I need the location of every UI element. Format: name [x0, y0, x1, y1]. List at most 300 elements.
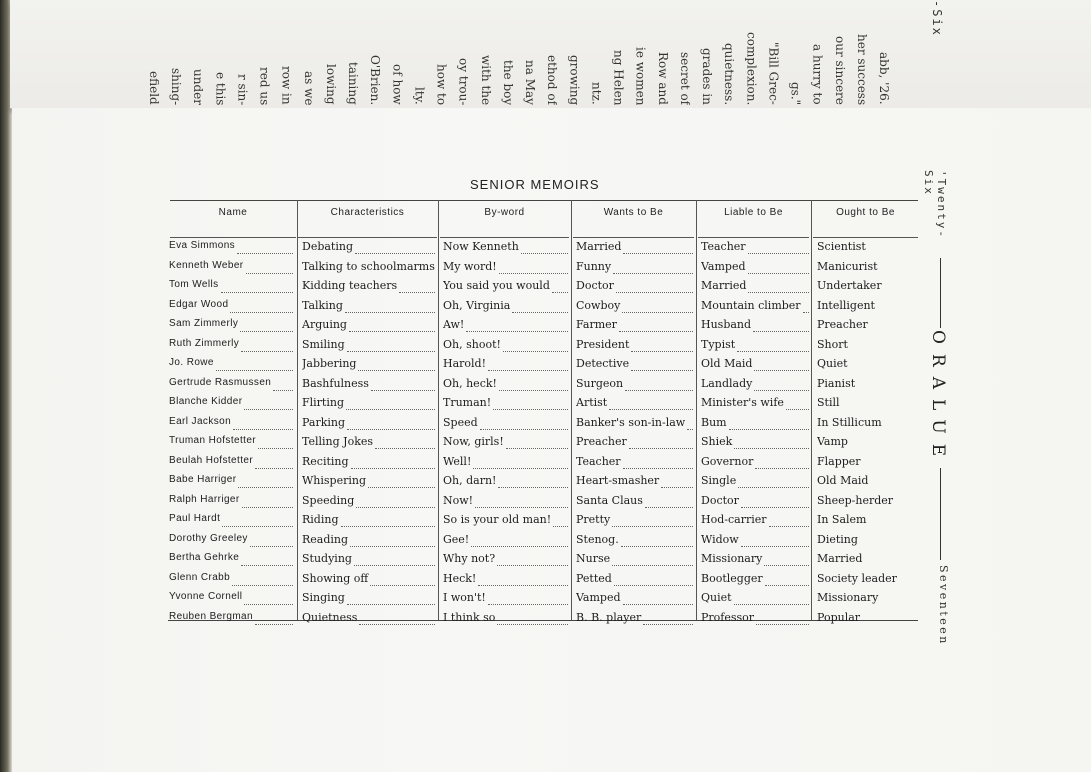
table-cell-liable — [701, 552, 809, 572]
table-cell-wants — [576, 240, 693, 260]
cell-text: Intelligent — [817, 298, 875, 312]
table-cell-name — [169, 260, 293, 280]
table-cell-byword — [443, 533, 568, 553]
dot-leader — [237, 247, 293, 254]
dot-leader — [786, 403, 809, 410]
cell-text: Pianist — [817, 376, 856, 390]
dot-leader — [769, 520, 810, 527]
table-cell-characteristics — [302, 279, 435, 299]
dot-leader — [399, 286, 435, 293]
table-cell-byword — [443, 240, 568, 260]
previous-page-line: e this — [213, 71, 228, 105]
cell-text: Now, girls! — [443, 435, 504, 448]
cell-text: Smiling — [302, 337, 345, 351]
dot-leader — [499, 267, 568, 274]
dot-leader — [612, 559, 693, 566]
table-cell-liable — [701, 591, 809, 611]
table-cell-name — [169, 611, 293, 631]
dot-leader — [503, 345, 568, 352]
dot-leader — [246, 267, 293, 274]
table-cell-characteristics — [302, 591, 435, 611]
dot-leader — [643, 618, 693, 625]
header-ought: Ought to Be — [813, 205, 918, 238]
previous-page-line: abb, '26. — [877, 52, 891, 105]
dot-leader — [734, 598, 809, 605]
table-cell-wants — [576, 357, 693, 377]
dot-leader — [244, 403, 293, 410]
cell-text: Preacher — [576, 435, 627, 448]
cell-text: Riding — [302, 513, 339, 526]
dot-leader — [498, 481, 568, 488]
cell-text: Nurse — [576, 552, 611, 565]
table-top-rule — [170, 200, 918, 201]
cell-text: Kidding teachers — [302, 279, 398, 292]
table-cell-ought — [817, 513, 917, 533]
dot-leader — [356, 501, 435, 508]
cell-text: Parking — [302, 415, 346, 429]
cell-text: Why not? — [443, 552, 496, 565]
table-cell-characteristics — [302, 572, 435, 592]
previous-page-line: ethod of — [545, 54, 560, 105]
cell-text: Doctor — [576, 279, 614, 292]
table-cell-wants — [576, 416, 693, 436]
dot-leader — [614, 579, 693, 586]
cell-text: So is your old man! — [443, 513, 552, 526]
table-cell-wants — [576, 494, 693, 514]
table-cell-liable — [701, 611, 809, 631]
cell-text: Old Maid — [701, 357, 753, 370]
cell-text: B. B. player — [576, 610, 642, 624]
previous-page-line: the boy — [500, 59, 515, 105]
cell-text: Quiet — [817, 357, 848, 370]
table-cell-byword — [443, 416, 568, 436]
cell-text: Truman Hofstetter — [169, 435, 257, 446]
table-cell-wants — [576, 572, 693, 592]
table-cell-byword — [443, 396, 568, 416]
table-cell-wants — [576, 299, 693, 319]
cell-text: I think so — [443, 610, 496, 624]
dot-leader — [755, 462, 809, 469]
table-cell-ought — [817, 572, 917, 592]
dot-leader — [233, 423, 293, 430]
dot-leader — [216, 364, 293, 371]
column-characteristics — [302, 240, 435, 630]
dot-leader — [354, 559, 435, 566]
previous-page-line: red us — [257, 66, 272, 105]
dot-leader — [351, 462, 435, 469]
dot-leader — [240, 325, 293, 332]
dot-leader — [250, 540, 293, 547]
cell-text: Jo. Rowe — [169, 357, 214, 368]
table-cell-ought — [817, 240, 917, 260]
cell-text: Typist — [701, 337, 736, 351]
table-cell-liable — [701, 396, 809, 416]
table-cell-byword — [443, 435, 568, 455]
cell-text: Speeding — [302, 493, 355, 507]
dot-leader — [273, 384, 293, 391]
column-name — [169, 240, 293, 630]
cell-text: Beulah Hofstetter — [169, 454, 254, 466]
cell-text: Oh, darn! — [443, 474, 497, 487]
previous-page-line: na May — [523, 60, 538, 105]
table-cell-wants — [576, 279, 693, 299]
column-liable — [701, 240, 809, 630]
table-cell-name — [169, 474, 293, 494]
header-byword: By-word — [440, 205, 569, 238]
cell-text: Manicurist — [817, 259, 878, 273]
dot-leader — [244, 598, 293, 605]
cell-text: Showing off — [302, 571, 369, 585]
column-ought — [817, 240, 917, 630]
previous-page-line: complexion. — [744, 31, 759, 105]
table-cell-liable — [701, 455, 809, 475]
column-divider — [571, 200, 572, 620]
cell-text: Flirting — [302, 396, 344, 409]
dot-leader — [230, 306, 293, 313]
cell-text: Minister's wife — [701, 396, 784, 409]
table-cell-characteristics — [302, 240, 435, 260]
dot-leader — [368, 481, 435, 488]
dot-leader — [347, 423, 435, 430]
cell-text: Heck! — [443, 571, 477, 585]
cell-text: Blanche Kidder — [169, 396, 243, 407]
dot-leader — [729, 423, 809, 430]
dot-leader — [349, 325, 435, 332]
table-cell-byword — [443, 279, 568, 299]
previous-page-strip — [10, 0, 1091, 109]
table-cell-byword — [443, 591, 568, 611]
cell-text: Vamped — [576, 591, 621, 604]
table-cell-byword — [443, 260, 568, 280]
table-cell-ought — [817, 435, 917, 455]
table-cell-ought — [817, 533, 917, 553]
table-cell-characteristics — [302, 318, 435, 338]
table-cell-ought — [817, 552, 917, 572]
table-cell-name — [169, 318, 293, 338]
cell-text: Quiet — [701, 591, 732, 604]
dot-leader — [473, 462, 568, 469]
cell-text: My word! — [443, 259, 497, 273]
table-cell-liable — [701, 240, 809, 260]
previous-page-header: -Six — [930, 0, 944, 37]
table-cell-byword — [443, 611, 568, 631]
header-characteristics: Characteristics — [298, 205, 437, 238]
cell-text: Ralph Harriger — [169, 493, 240, 505]
cell-text: Heart-smasher — [576, 474, 660, 487]
dot-leader — [475, 501, 568, 508]
table-cell-characteristics — [302, 611, 435, 631]
cell-text: Talking — [302, 298, 343, 312]
table-cell-characteristics — [302, 299, 435, 319]
cell-text: Gee! — [443, 532, 470, 546]
table-cell-characteristics — [302, 513, 435, 533]
cell-text: Governor — [701, 454, 754, 468]
previous-page-line: as we — [301, 70, 316, 105]
table-cell-name — [169, 299, 293, 319]
table-cell-ought — [817, 357, 917, 377]
previous-page-line: Row and — [655, 52, 670, 105]
dot-leader — [466, 325, 568, 332]
column-divider — [438, 200, 439, 620]
cell-text: Married — [701, 279, 747, 292]
cell-text: Reuben Bergman — [169, 610, 253, 622]
table-cell-liable — [701, 435, 809, 455]
table-cell-characteristics — [302, 357, 435, 377]
cell-text: Debating — [302, 240, 353, 253]
cell-text: Funny — [576, 259, 612, 273]
cell-text: Cowboy — [576, 298, 621, 312]
dot-leader — [623, 247, 693, 254]
sidebar-brand: ORALUE — [928, 330, 948, 467]
table-cell-liable — [701, 338, 809, 358]
cell-text: Truman! — [443, 396, 492, 409]
cell-text: Kenneth Weber — [169, 259, 244, 271]
table-cell-wants — [576, 591, 693, 611]
cell-text: Still — [817, 396, 840, 409]
cell-text: Arguing — [302, 318, 347, 331]
dot-leader — [521, 247, 568, 254]
dot-leader — [355, 247, 435, 254]
table-cell-wants — [576, 318, 693, 338]
table-cell-characteristics — [302, 474, 435, 494]
page-title: SENIOR MEMOIRS — [470, 177, 600, 192]
dot-leader — [478, 579, 568, 586]
cell-text: Dieting — [817, 532, 858, 546]
dot-leader — [741, 501, 809, 508]
dot-leader — [241, 559, 293, 566]
table-cell-name — [169, 552, 293, 572]
cell-text: Paul Hardt — [169, 513, 221, 524]
table-cell-ought — [817, 494, 917, 514]
sidebar-header: 'Twenty-Six — [922, 170, 948, 239]
cell-text: Sheep-herder — [817, 493, 894, 507]
cell-text: Ruth Zimmerly — [169, 337, 240, 349]
table-cell-ought — [817, 611, 917, 631]
header-liable: Liable to Be — [698, 205, 809, 238]
table-cell-wants — [576, 552, 693, 572]
table-cell-name — [169, 416, 293, 436]
dot-leader — [629, 442, 693, 449]
table-cell-byword — [443, 494, 568, 514]
cell-text: Harold! — [443, 357, 487, 370]
sidebar-rule — [940, 258, 941, 328]
dot-leader — [616, 286, 693, 293]
previous-page-line: shing- — [169, 67, 184, 105]
cell-text: Reading — [302, 532, 349, 546]
table-cell-liable — [701, 318, 809, 338]
table-cell-name — [169, 357, 293, 377]
previous-page-line: row in — [279, 66, 294, 105]
previous-page-line: how to — [434, 63, 449, 105]
dot-leader — [232, 579, 293, 586]
dot-leader — [497, 559, 568, 566]
header-name: Name — [170, 205, 296, 238]
cell-text: Earl Jackson — [169, 415, 232, 427]
dot-leader — [623, 462, 693, 469]
cell-text: Missionary — [817, 591, 879, 604]
dot-leader — [748, 247, 809, 254]
dot-leader — [625, 384, 693, 391]
dot-leader — [358, 364, 435, 371]
cell-text: Whispering — [302, 474, 367, 487]
previous-page-line: oy trou- — [456, 57, 471, 105]
dot-leader — [753, 325, 809, 332]
cell-text: Stenog. — [576, 532, 619, 546]
previous-page-line: lowing — [323, 64, 338, 105]
dot-leader — [222, 520, 293, 527]
table-cell-characteristics — [302, 552, 435, 572]
dot-leader — [748, 286, 809, 293]
table-cell-wants — [576, 513, 693, 533]
cell-text: Petted — [576, 571, 612, 585]
cell-text: Aw! — [443, 318, 465, 331]
cell-text: Bashfulness — [302, 376, 369, 390]
header-wants: Wants to Be — [573, 205, 694, 238]
cell-text: Babe Harriger — [169, 474, 237, 485]
dot-leader — [741, 540, 809, 547]
table-cell-wants — [576, 533, 693, 553]
table-cell-wants — [576, 396, 693, 416]
cell-text: Doctor — [701, 493, 739, 507]
cell-text: Oh, Virginia — [443, 298, 511, 312]
dot-leader — [347, 345, 435, 352]
cell-text: Eva Simmons — [169, 240, 236, 251]
cell-text: Artist — [576, 396, 608, 409]
table-cell-ought — [817, 299, 917, 319]
table-cell-ought — [817, 279, 917, 299]
dot-leader — [359, 618, 435, 625]
cell-text: Married — [817, 552, 863, 565]
previous-page-line: O'Brien. — [368, 54, 383, 105]
cell-text: Gertrude Rasmussen — [169, 376, 272, 388]
table-cell-liable — [701, 494, 809, 514]
table-cell-ought — [817, 591, 917, 611]
dot-leader — [621, 540, 693, 547]
sidebar-rule — [940, 468, 941, 560]
table-cell-name — [169, 533, 293, 553]
cell-text: Yvonne Cornell — [169, 591, 243, 602]
previous-page-line: efield — [147, 71, 161, 105]
page-number: Seventeen — [937, 565, 950, 646]
column-divider — [811, 200, 812, 620]
cell-text: Mountain climber — [701, 298, 801, 312]
cell-text: Vamped — [701, 259, 746, 273]
previous-page-line: ie women — [633, 46, 648, 105]
previous-page-line: "Bill Grec- — [766, 42, 781, 105]
table-cell-liable — [701, 357, 809, 377]
dot-leader — [687, 423, 693, 430]
cell-text: Shiek — [701, 435, 733, 448]
dot-leader — [255, 462, 293, 469]
table-cell-byword — [443, 377, 568, 397]
cell-text: Bum — [701, 415, 727, 429]
dot-leader — [631, 345, 693, 352]
table-cell-name — [169, 240, 293, 260]
previous-page-line: lty. — [412, 87, 427, 105]
dot-leader — [622, 306, 693, 313]
table-cell-liable — [701, 474, 809, 494]
dot-leader — [734, 442, 809, 449]
previous-page-line: taining — [346, 62, 361, 105]
dot-leader — [661, 481, 693, 488]
dot-leader — [619, 325, 693, 332]
cell-text: Single — [701, 474, 737, 487]
previous-page-line: of how — [390, 64, 405, 105]
table-cell-byword — [443, 318, 568, 338]
table-cell-name — [169, 396, 293, 416]
dot-leader — [341, 520, 436, 527]
table-cell-characteristics — [302, 533, 435, 553]
cell-text: Farmer — [576, 318, 617, 331]
cell-text: Undertaker — [817, 279, 882, 292]
previous-page-line: under — [191, 69, 206, 105]
previous-page-line: secret of — [677, 51, 692, 105]
table-cell-name — [169, 377, 293, 397]
dot-leader — [471, 540, 568, 547]
table-cell-characteristics — [302, 396, 435, 416]
column-byword — [443, 240, 568, 630]
cell-text: Talking to schoolmarms — [302, 259, 435, 273]
dot-leader — [347, 598, 435, 605]
table-cell-name — [169, 591, 293, 611]
cell-text: Studying — [302, 552, 352, 565]
table-cell-byword — [443, 299, 568, 319]
table-cell-name — [169, 435, 293, 455]
dot-leader — [764, 559, 809, 566]
cell-text: Edgar Wood — [169, 298, 229, 310]
table-cell-characteristics — [302, 416, 435, 436]
cell-text: Bertha Gehrke — [169, 552, 240, 563]
table-cell-characteristics — [302, 338, 435, 358]
table-cell-liable — [701, 572, 809, 592]
cell-text: Society leader — [817, 571, 897, 585]
dot-leader — [613, 267, 693, 274]
cell-text: Jabbering — [302, 357, 357, 370]
previous-page-line: ntz. — [589, 82, 604, 105]
previous-page-line: quietness. — [722, 42, 737, 105]
dot-leader — [631, 364, 693, 371]
table-cell-byword — [443, 455, 568, 475]
table-cell-liable — [701, 513, 809, 533]
dot-leader — [480, 423, 568, 430]
table-cell-byword — [443, 513, 568, 533]
dot-leader — [748, 267, 809, 274]
column-divider — [297, 200, 298, 620]
dot-leader — [645, 501, 693, 508]
previous-page-line: with the — [478, 54, 493, 105]
cell-text: I won't! — [443, 591, 486, 604]
table-cell-byword — [443, 357, 568, 377]
table-cell-liable — [701, 299, 809, 319]
dot-leader — [754, 364, 809, 371]
cell-text: Old Maid — [817, 474, 869, 487]
cell-text: Telling Jokes — [302, 435, 374, 448]
table-cell-wants — [576, 260, 693, 280]
cell-text: Dorothy Greeley — [169, 532, 248, 544]
table-cell-wants — [576, 611, 693, 631]
cell-text: Now Kenneth — [443, 240, 519, 253]
cell-text: In Salem — [817, 513, 867, 526]
dot-leader — [255, 618, 293, 625]
dot-leader — [488, 364, 568, 371]
cell-text: Hod-carrier — [701, 513, 767, 526]
table-cell-ought — [817, 455, 917, 475]
table-cell-wants — [576, 377, 693, 397]
cell-text: Flapper — [817, 454, 861, 468]
cell-text: Tom Wells — [169, 279, 219, 290]
dot-leader — [371, 384, 435, 391]
dot-leader — [609, 403, 693, 410]
